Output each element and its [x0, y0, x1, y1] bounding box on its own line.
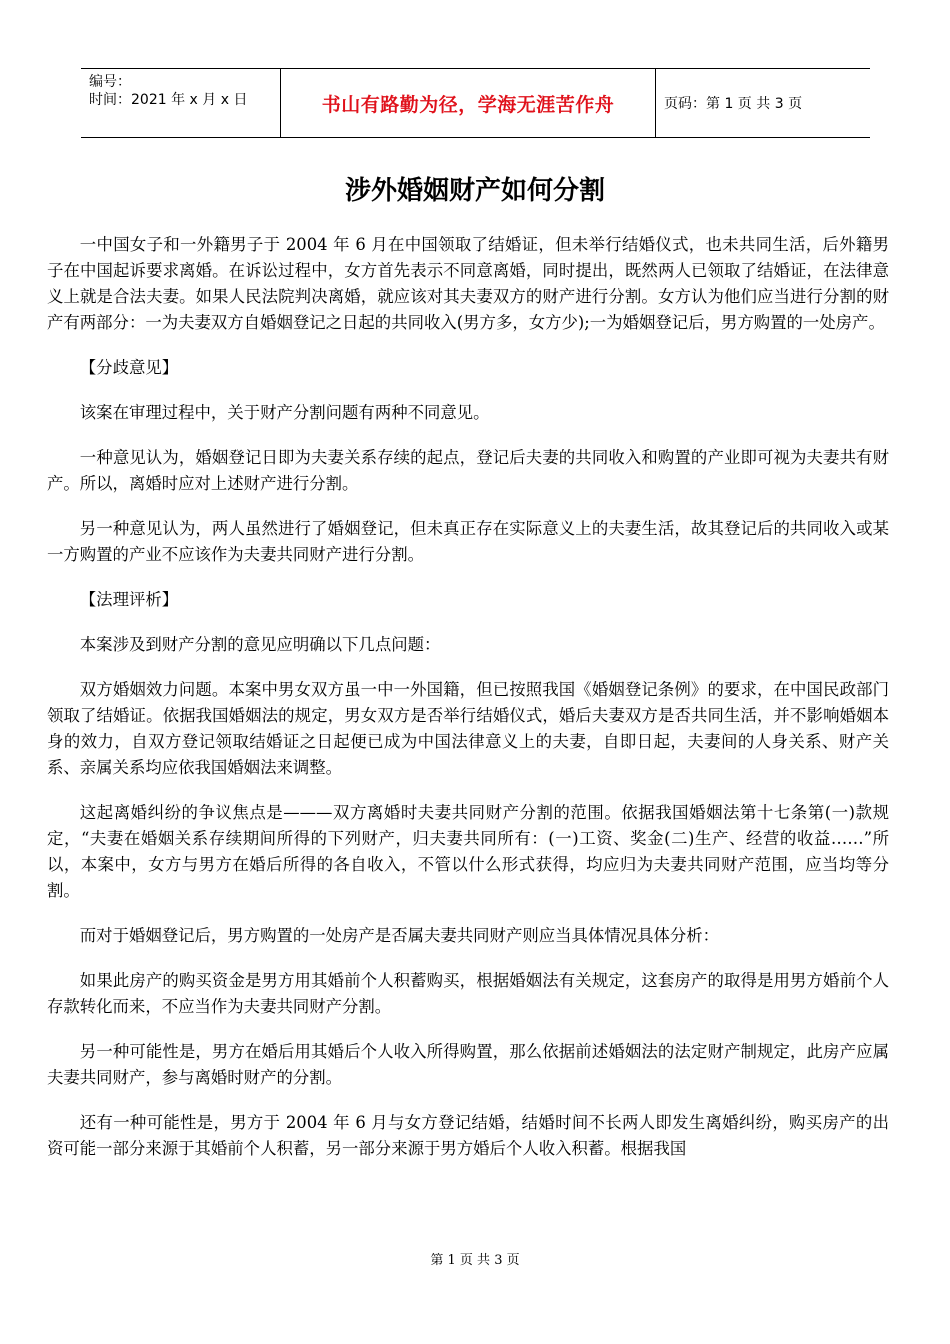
document-title: 涉外婚姻财产如何分割 [344, 176, 605, 206]
paragraph: 如果此房产的购买资金是男方用其婚前个人积蓄购买，根据婚姻法有关规定，这套房产的取得是用男方婚前个人存款转化而来，不应当作为夫妻共同财产分割。 [47, 971, 889, 1016]
paragraph: 本案涉及到财产分割的意见应明确以下几点问题： [79, 635, 441, 654]
paragraph: 该案在审理过程中，关于财产分割问题有两种不同意见。 [79, 403, 490, 422]
paragraph: 双方婚姻效力问题。本案中男女双方虽一中一外国籍，但已按照我国《婚姻登记条例》的要求，在中国民政部门领取了结婚证。依据我国婚姻法的规定，男女双方是否举行结婚仪式，婚后夫妻双方是否共同生活，并不影响婚姻本身的效力，自双方登记领取结婚证之日起便已成为中国法律意义上的夫妻，自即日起，夫妻间的人身关系、财产关系、亲属关系均应依我国婚姻法来调整。 [47, 680, 889, 777]
section-heading: 【法理评析】 [79, 590, 179, 609]
header-page-info: 页码：第 1 页 共 3 页 [664, 96, 803, 112]
header-motto: 书山有路勤为径，学海无涯苦作舟 [281, 69, 656, 137]
paragraph: 一中国女子和一外籍男子于 2004 年 6 月在中国领取了结婚证，但未举行结婚仪式，也未共同生活，后外籍男子在中国起诉要求离婚。在诉讼过程中，女方首先表示不同意离婚，同时提出，既然两人已领取了结婚证，在法律意义上就是合法夫妻。如果人民法院判决离婚，就应该对其夫妻双方的财产进行分割。女方认为他们应当进行分割的财产有两部分：一为夫妻双方自婚姻登记之日起的共同收入(男方多，女方少);一为婚姻登记后，男方购置的一处房产。 [47, 235, 889, 332]
paragraph: 一种意见认为，婚姻登记日即为夫妻关系存续的起点，登记后夫妻的共同收入和购置的产业即可视为夫妻共有财产。所以，离婚时应对上述财产进行分割。 [47, 448, 889, 493]
document-body [47, 232, 889, 1181]
paragraph: 这起离婚纠纷的争议焦点是———双方离婚时夫妻共同财产分割的范围。依据我国婚姻法第十七条第(一)款规定，“夫妻在婚姻关系存续期间所得的下列财产，归夫妻共同所有：(一)工资、奖金(二)生产、经营的收益……”所以，本案中，女方与男方在婚后所得的各自收入，不管以什么形式获得，均应归为夫妻共同财产范围，应当均等分割。 [47, 803, 889, 900]
paragraph: 另一种意见认为，两人虽然进行了婚姻登记，但未真正存在实际意义上的夫妻生活，故其登记后的共同收入或某一方购置的产业不应该作为夫妻共同财产进行分割。 [47, 519, 889, 564]
document-header [81, 68, 870, 138]
document-date-label: 时间：2021 年 x 月 x 日 [89, 92, 248, 108]
paragraph: 另一种可能性是，男方在婚后用其婚后个人收入所得购置，那么依据前述婚姻法的法定财产制规定，此房产应属夫妻共同财产，参与离婚时财产的分割。 [47, 1042, 889, 1087]
document-number-label: 编号： [89, 74, 131, 90]
page-footer: 第 1 页 共 3 页 [430, 1253, 520, 1268]
paragraph: 而对于婚姻登记后，男方购置的一处房产是否属夫妻共同财产则应当具体情况具体分析： [79, 926, 720, 945]
paragraph: 还有一种可能性是，男方于 2004 年 6 月与女方登记结婚，结婚时间不长两人即发生离婚纠纷，购买房产的出资可能一部分来源于其婚前个人积蓄，另一部分来源于男方婚后个人收入积蓄。根据我国 [47, 1113, 889, 1158]
section-heading: 【分歧意见】 [79, 358, 179, 377]
header-meta-cell [81, 69, 281, 137]
